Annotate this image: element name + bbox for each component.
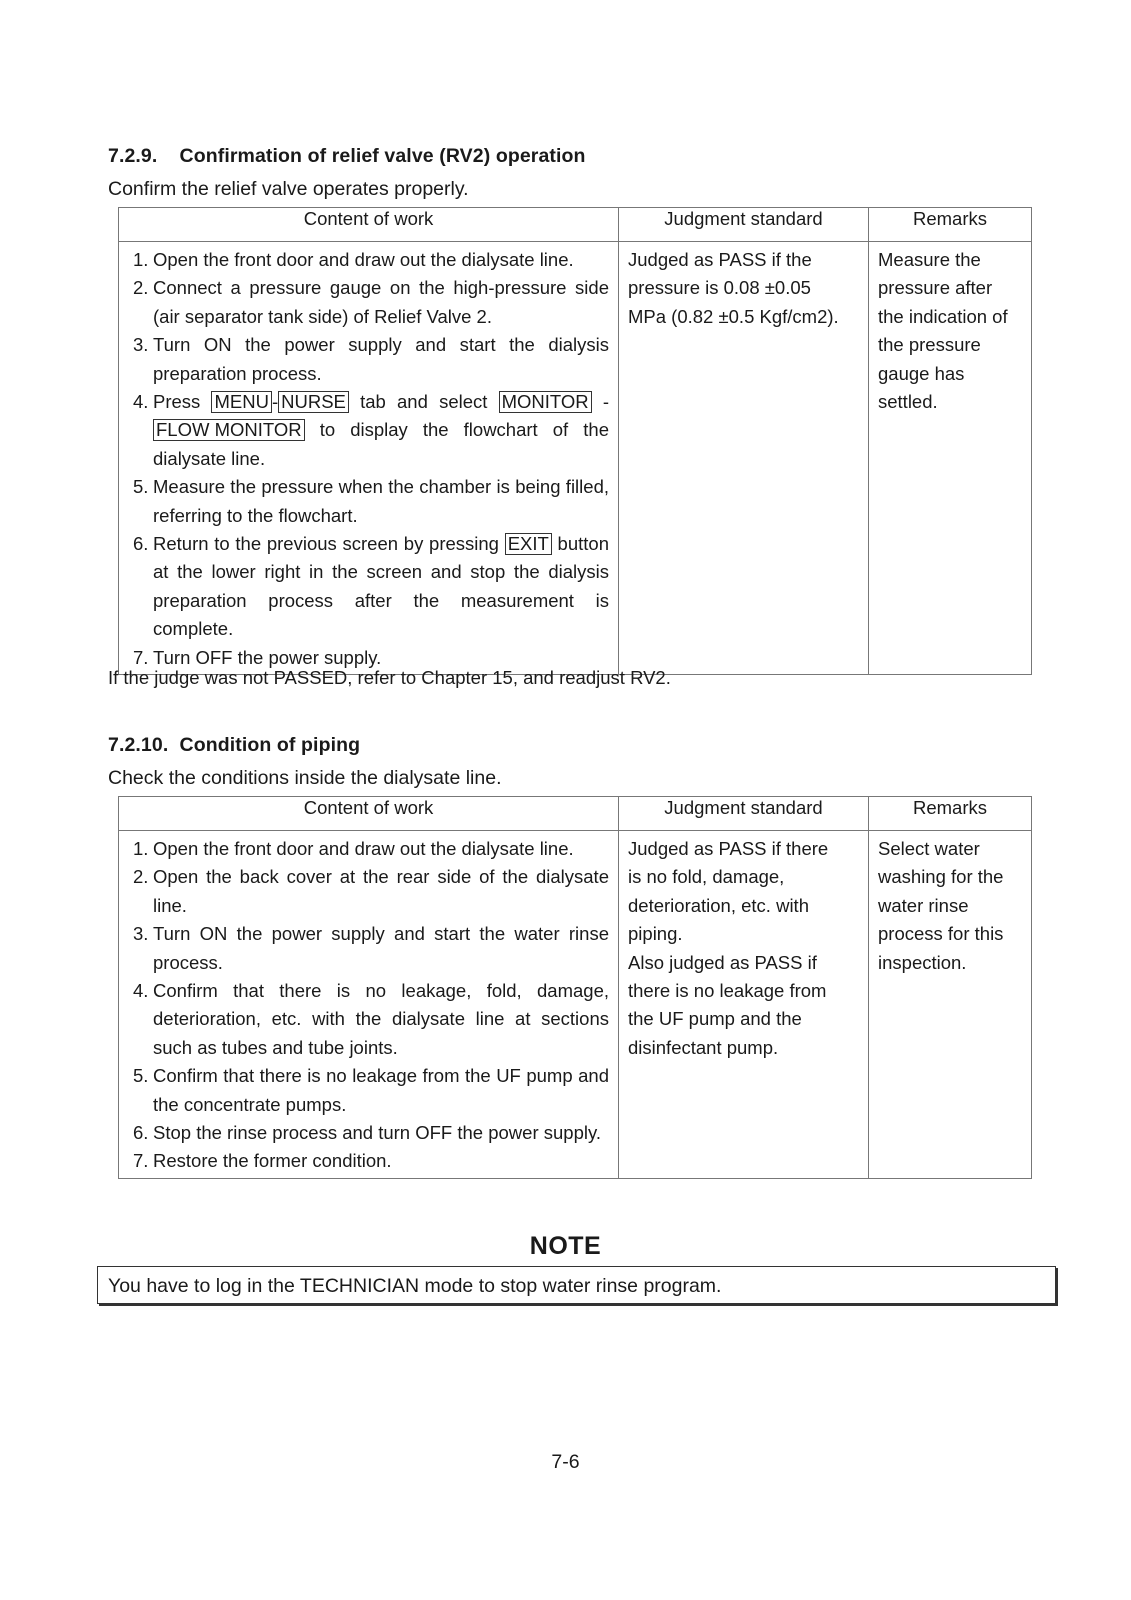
step-item xyxy=(128,835,609,863)
remarks-line: settled. xyxy=(878,391,938,413)
step-number: 2. xyxy=(133,277,149,299)
step-item xyxy=(128,1119,609,1147)
content-cell xyxy=(119,831,619,1179)
section-title: Confirmation of relief valve (RV2) operation xyxy=(179,145,586,167)
step-number: 3. xyxy=(133,334,149,356)
menu-key-label: MENU xyxy=(211,391,271,413)
note-text: You have to log in the TECHNICIAN mode to stop water rinse program. xyxy=(108,1275,722,1297)
section-intro: Check the conditions inside the dialysate line. xyxy=(108,767,502,789)
step-item xyxy=(128,530,609,644)
remarks-cell xyxy=(869,242,1032,675)
step-number: 1. xyxy=(133,249,149,270)
step-text: Press xyxy=(153,391,212,413)
step-item xyxy=(128,473,609,530)
content-cell xyxy=(119,242,619,675)
exit-key-label: EXIT xyxy=(505,533,552,555)
header-remarks: Remarks xyxy=(869,797,1032,831)
step-number: 7. xyxy=(133,646,149,668)
step-number: 5. xyxy=(133,1065,149,1087)
remarks-line: the pressure xyxy=(878,334,981,356)
monitor-key-label: MONITOR xyxy=(499,391,592,413)
steps-list xyxy=(128,835,609,1176)
remarks-line: Select water xyxy=(878,838,980,859)
step-number: 5. xyxy=(133,476,149,498)
step-number: 2. xyxy=(133,866,149,888)
step-item xyxy=(128,863,609,920)
judgment-line: is no fold, damage, xyxy=(628,866,785,888)
remarks-line: Measure the xyxy=(878,249,981,270)
judgment-line: Judged as PASS if the xyxy=(628,249,812,270)
step-item xyxy=(128,920,609,977)
step-number: 4. xyxy=(133,980,149,1002)
judgment-line: MPa (0.82 ±0.5 Kgf/cm2). xyxy=(628,305,839,327)
step-text: tab and select xyxy=(348,391,499,413)
step-item xyxy=(128,1147,609,1175)
page-number: 7-6 xyxy=(551,1451,580,1473)
step-text: Restore the former condition. xyxy=(153,1150,392,1172)
steps-list xyxy=(128,246,609,672)
step-text: Return to the previous screen by pressing xyxy=(153,533,505,555)
step-item xyxy=(128,388,609,473)
judgment-cell xyxy=(619,242,869,675)
judgment-line: there is no leakage from xyxy=(628,980,827,1002)
step-text: Open the front door and draw out the dialysate line. xyxy=(153,838,574,859)
judgment-line: deterioration, etc. with xyxy=(628,894,809,916)
step-item xyxy=(128,977,609,1062)
step-item xyxy=(128,1062,609,1119)
step-text: Turn ON the power supply and start the dialysis preparation process. xyxy=(153,334,609,384)
header-judgment-standard: Judgment standard xyxy=(619,208,869,242)
header-content-of-work: Content of work xyxy=(119,208,619,242)
step-number: 4. xyxy=(133,391,149,413)
header-content-of-work: Content of work xyxy=(119,797,619,831)
step-item xyxy=(128,246,609,274)
judgment-line: pressure is 0.08 ±0.05 xyxy=(628,277,811,299)
section-number: 7.2.9. xyxy=(108,145,158,167)
step-number: 6. xyxy=(133,533,149,555)
judgment-line: disinfectant pump. xyxy=(628,1036,779,1058)
remarks-line: gauge has xyxy=(878,362,965,384)
judgment-line: Also judged as PASS if xyxy=(628,951,817,973)
step-text: - xyxy=(271,391,279,413)
judgment-line: Judged as PASS if there xyxy=(628,838,829,859)
step-text: Measure the pressure when the chamber is being filled, referring to the flowchart. xyxy=(153,476,609,526)
header-judgment-standard: Judgment standard xyxy=(619,797,869,831)
step-text: Turn OFF the power supply. xyxy=(153,646,382,668)
step-number: 3. xyxy=(133,923,149,945)
step-text: to display the flowchart of the dialysate line. xyxy=(153,419,609,469)
note-title: NOTE xyxy=(529,1232,602,1260)
section-intro: Confirm the relief valve operates properly. xyxy=(108,178,469,200)
step-item xyxy=(128,331,609,388)
step-text: Confirm that there is no leakage from the UF pump and the concentrate pumps. xyxy=(153,1065,609,1115)
step-text: button at the lower right in the screen and stop the dialysis preparation process after the measurement is complete. xyxy=(153,533,609,640)
work-table-rv2 xyxy=(118,207,1032,675)
section-number: 7.2.10. xyxy=(108,734,169,756)
nurse-key-label: NURSE xyxy=(278,391,349,413)
step-text: Turn ON the power supply and start the water rinse process. xyxy=(153,923,609,973)
remarks-cell xyxy=(869,831,1032,1179)
section-heading-7-2-10 xyxy=(108,734,360,757)
note-box xyxy=(97,1266,1056,1304)
remarks-line: process for this xyxy=(878,923,1004,945)
flow-monitor-key-label: FLOW MONITOR xyxy=(153,419,305,441)
judgment-cell xyxy=(619,831,869,1179)
section-heading-7-2-9 xyxy=(108,145,586,168)
judgment-line: the UF pump and the xyxy=(628,1008,802,1030)
remarks-line: water rinse xyxy=(878,894,969,916)
remarks-line: the indication of xyxy=(878,305,1008,327)
step-text: Open the front door and draw out the dialysate line. xyxy=(153,249,574,270)
work-table-piping xyxy=(118,796,1032,1179)
step-text: Confirm that there is no leakage, fold, damage, deterioration, etc. with the dialysate line at sections such as tubes and tube joints. xyxy=(153,980,609,1058)
step-text: Open the back cover at the rear side of the dialysate line. xyxy=(153,866,609,916)
step-item xyxy=(128,274,609,331)
remarks-line: inspection. xyxy=(878,951,967,973)
step-number: 6. xyxy=(133,1122,149,1144)
step-text: Connect a pressure gauge on the high-pressure side (air separator tank side) of Relief Valve 2. xyxy=(153,277,609,327)
failure-instruction: If the judge was not PASSED, refer to Chapter 15, and readjust RV2. xyxy=(108,667,671,688)
judgment-line: piping. xyxy=(628,923,683,945)
remarks-line: washing for the xyxy=(878,866,1004,888)
step-number: 1. xyxy=(133,838,149,859)
step-text: - xyxy=(591,391,609,413)
step-text: Stop the rinse process and turn OFF the power supply. xyxy=(153,1122,601,1144)
section-title: Condition of piping xyxy=(179,734,361,756)
step-number: 7. xyxy=(133,1150,149,1172)
header-remarks: Remarks xyxy=(869,208,1032,242)
remarks-line: pressure after xyxy=(878,277,993,299)
